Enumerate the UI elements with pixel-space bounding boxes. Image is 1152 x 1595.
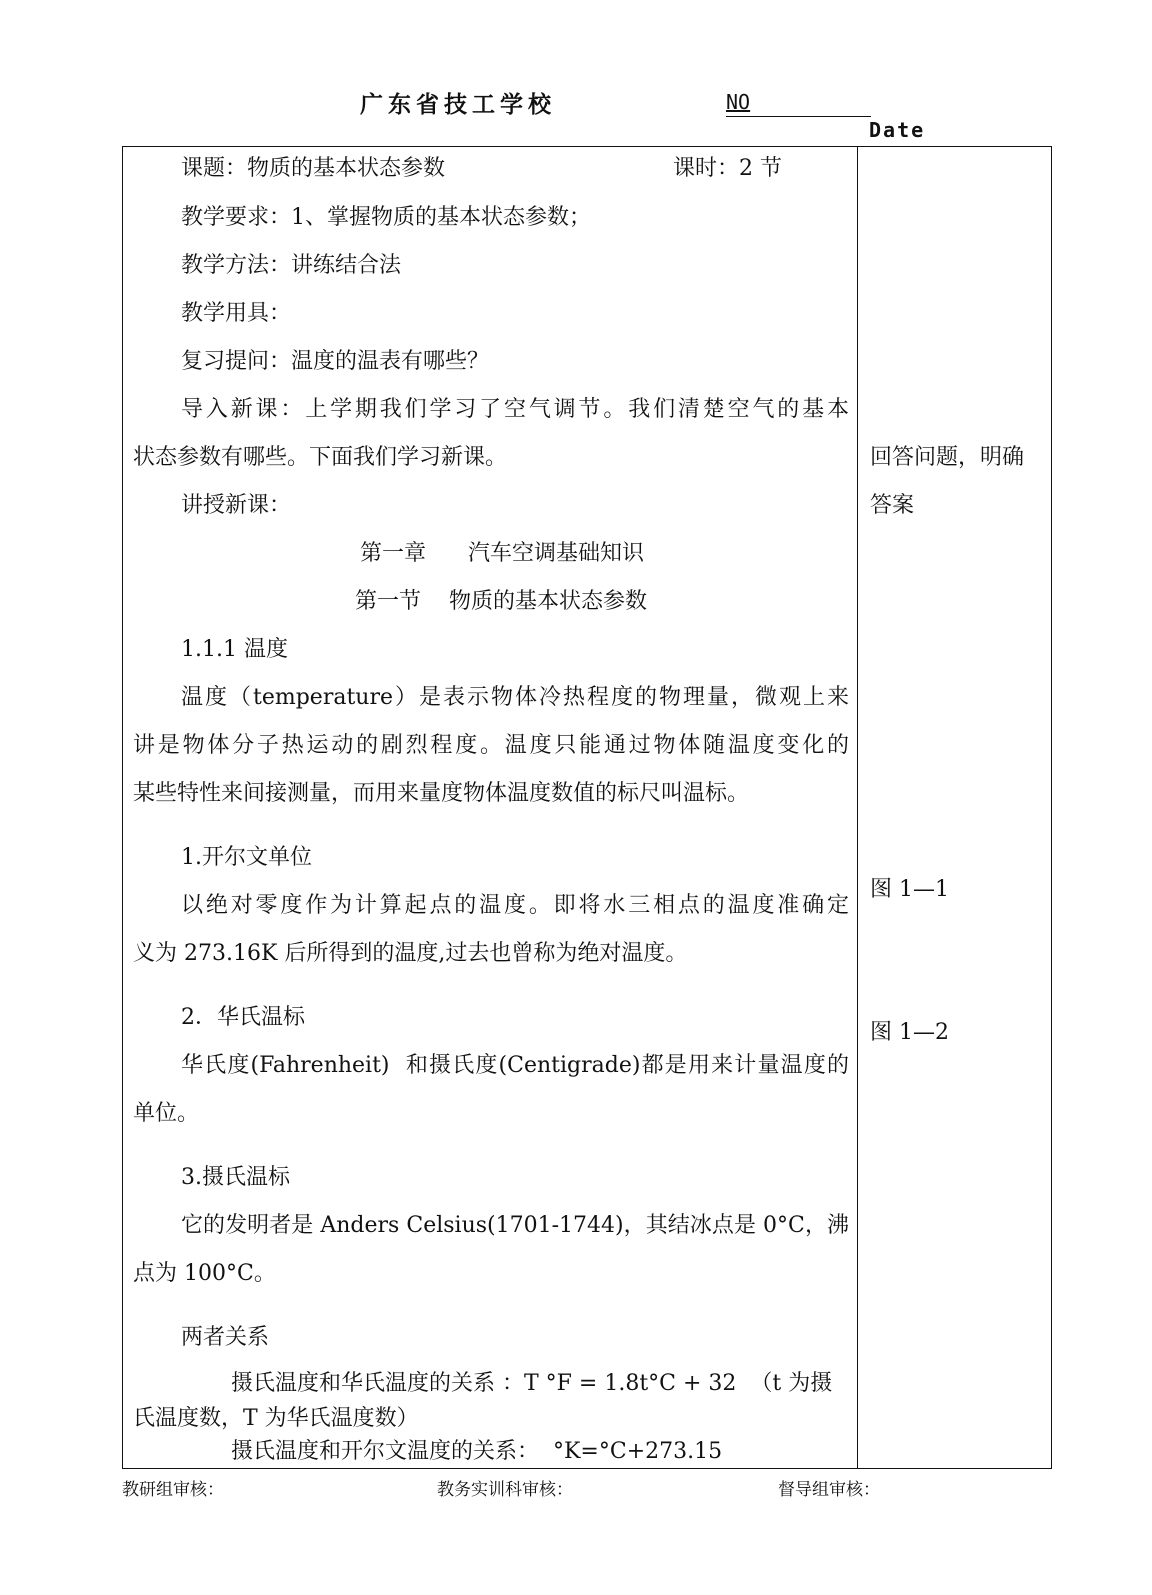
celsius-title: 3.摄氏温标 [181, 1165, 290, 1190]
celsius-para-line-2: 点为 100°C。 [133, 1261, 276, 1286]
relation-formula-1a: 摄氏温度和华氏温度的关系 ：T °F = 1.8t°C + 32 （t 为摄 [231, 1371, 833, 1396]
school-title: 广东省技工学校 [360, 92, 556, 118]
relation-title: 两者关系 [181, 1325, 270, 1350]
number-label: NO [726, 90, 751, 114]
side-note-figure-1: 图 1—1 [870, 877, 949, 902]
lesson-topic: 课题：物质的基本状态参数 [181, 156, 446, 181]
lesson-hours: 课时：2 节 [673, 156, 782, 181]
number-field [726, 90, 871, 117]
celsius-para-line-1: 它的发明者是 Anders Celsius(1701-1744)，其结冰点是 0°C，沸 [181, 1213, 849, 1238]
intro-line-2: 状态参数有哪些。下面我们学习新课。 [133, 445, 508, 470]
fahrenheit-title: 2．华氏温标 [181, 1005, 305, 1030]
date-label: Date [869, 118, 926, 142]
section-heading: 第一节 物质的基本状态参数 [355, 589, 647, 614]
temperature-para-line-2: 讲是物体分子热运动的剧烈程度。温度只能通过物体随温度变化的 [133, 733, 849, 758]
footer-supervision-review: 督导组审核： [778, 1480, 880, 1500]
fahrenheit-para-line-2: 单位。 [133, 1101, 200, 1126]
side-note-answer-1: 回答问题，明确 [870, 445, 1025, 470]
teaching-method: 教学方法：讲练结合法 [181, 253, 402, 278]
kelvin-para-line-2: 义为 273.16K 后所得到的温度,过去也曾称为绝对温度。 [133, 941, 688, 966]
relation-formula-1b: 氏温度数，T 为华氏温度数） [133, 1406, 419, 1431]
footer-research-review: 教研组审核： [122, 1480, 224, 1500]
relation-formula-2: 摄氏温度和开尔文温度的关系： °K=°C+273.15 [231, 1439, 723, 1464]
subsection-temperature: 1.1.1 温度 [181, 637, 288, 662]
temperature-para-line-3: 某些特性来间接测量，而用来量度物体温度数值的标尺叫温标。 [133, 781, 750, 806]
chapter-heading: 第一章 汽车空调基础知识 [360, 541, 644, 566]
fahrenheit-para-line-1: 华氏度(Fahrenheit) 和摄氏度(Centigrade)都是用来计量温度的 [181, 1053, 849, 1078]
review-question: 复习提问：温度的温表有哪些？ [181, 349, 490, 374]
teaching-requirement: 教学要求：1、掌握物质的基本状态参数； [181, 205, 591, 230]
new-lesson-label: 讲授新课： [181, 493, 292, 518]
temperature-para-line-1: 温度（temperature）是表示物体冷热程度的物理量，微观上来 [181, 685, 849, 710]
column-divider [857, 146, 858, 1469]
teaching-tools: 教学用具： [181, 301, 292, 326]
side-note-figure-2: 图 1—2 [870, 1020, 949, 1045]
intro-line-1: 导入新课：上学期我们学习了空气调节。我们清楚空气的基本 [181, 397, 849, 422]
footer-training-review: 教务实训科审核： [437, 1480, 573, 1500]
kelvin-para-line-1: 以绝对零度作为计算起点的温度。即将水三相点的温度准确定 [181, 893, 849, 918]
side-note-answer-2: 答案 [870, 493, 915, 518]
kelvin-title: 1.开尔文单位 [181, 845, 312, 870]
